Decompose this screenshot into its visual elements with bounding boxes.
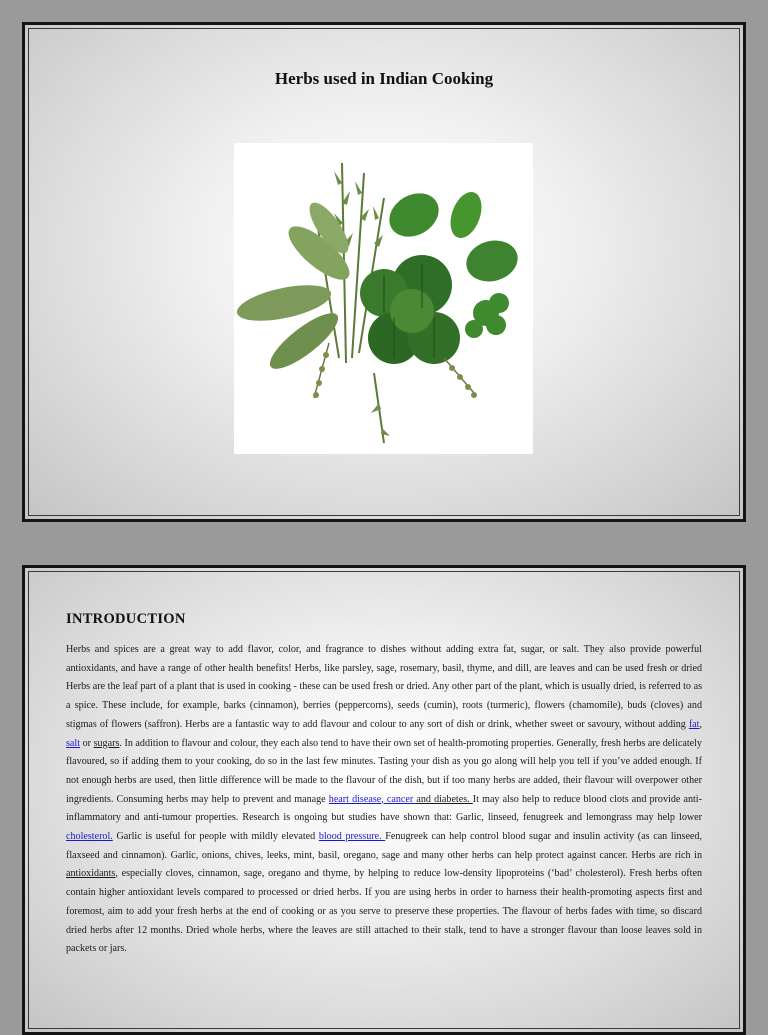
link-blood-pressure[interactable]: blood pressure.	[318, 831, 386, 843]
link-heart-disease[interactable]: heart disease	[328, 793, 382, 805]
link-diabetes[interactable]: diabetes.	[434, 793, 473, 805]
text-separator: ,	[699, 718, 702, 730]
text-segment: Herbs and spices are a great way to add flavor, color, and fragrance to dishes without adding extra fat, sugar, or salt. They also provide powerful antioxidants, and have a range of other health benefits! Herbs, like parsley, sage, rosemary, basil, thyme, and dill, are leaves and can be used fresh or dried Herbs are the leaf part of a plant that is used in cooking - these can be used fresh or dried. Any other part of the plant, which is usually dried, is referred to as a spice. These include, for example, barks (cinnamon), berries (peppercorns), seeds (cumin), roots (turmeric), flowers (chamomile), buds (cloves) and stigmas of flowers (saffron). Herbs are a fantastic way to add flavour and colour to any sort of dish or drink, whether sweet or savoury, without adding	[66, 644, 702, 730]
text-segment: Garlic is useful for people with mildly elevated	[112, 831, 319, 843]
text-segment: Fenugreek can help control blood sugar and insulin activity (as can linseed, flaxseed and cinnamon). Garlic, onions, chives, leeks, mint, basil, oregano, sage and many other herbs can help protect against cancer. Herbs are rich in	[66, 831, 702, 861]
intro-paragraph	[66, 641, 702, 959]
slide-title: Herbs used in Indian Cooking	[274, 69, 494, 88]
introduction-slide	[22, 565, 746, 1035]
text-segment: . In addition to flavour and colour, they each also tend to have their own set of health-promoting properties. Generally, fresh herbs are delicately flavoured, so if adding them to your cooking, do so in the last few minutes. Tasting your dish as you go along will help you tell if you’ve added enough. If not enough herbs are used, then little difference will be made to the flavour of the dish, but if too many herbs are added, their flavour will overpower other ingredients. Consuming herbs may help to prevent and manage	[66, 737, 702, 805]
link-salt[interactable]: salt	[66, 737, 81, 749]
link-sugars[interactable]: sugars	[93, 737, 120, 749]
text-segment: It may also help to reduce blood clots and provide anti-inflammatory and anti-tumour properties. Research is ongoing but studies have shown that: Garlic, linseed, fenugreek and lemongrass may help lower	[66, 793, 702, 824]
text-separator: ,	[381, 793, 387, 805]
text-separator: and	[416, 793, 435, 805]
link-fat[interactable]: fat	[688, 718, 700, 730]
title-slide	[22, 22, 746, 522]
text-segment: , especially cloves, cinnamon, sage, oregano and thyme, by helping to reduce low-density lipoproteins (‘bad’ cholesterol). Fresh herbs often contain higher antioxidant levels compared to processed or dried herbs. If you are using herbs in order to harness their health-promoting aspects first and foremost, aim to add your fresh herbs at the end of cooking or as you serve to preserve these properties. The flavour of herbs fades with time, so discard dried herbs after 12 months. Dried whole herbs, where the leaves are still attached to their stalk, tend to have a stronger flavour than loose leaves sold in packets or jars.	[66, 868, 702, 955]
link-cholesterol[interactable]: cholesterol.	[66, 831, 113, 843]
section-heading: INTRODUCTION	[66, 611, 186, 627]
herbs-image	[234, 143, 533, 454]
text-separator: or	[80, 737, 94, 749]
herbs-illustration	[234, 143, 533, 454]
link-antioxidants[interactable]: antioxidants	[66, 868, 116, 880]
link-cancer[interactable]: cancer	[386, 793, 417, 805]
